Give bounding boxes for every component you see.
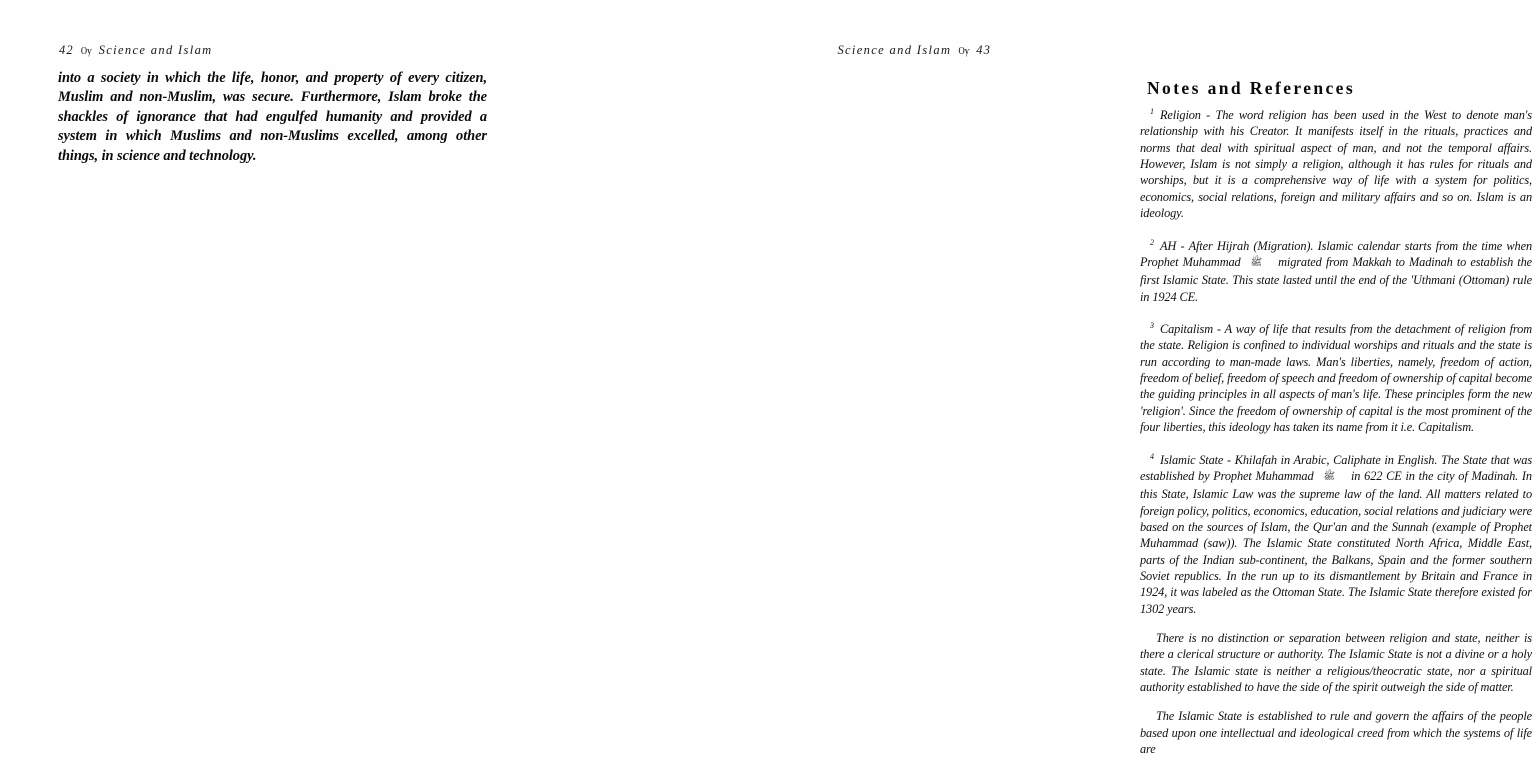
running-head-title-right: Science and Islam xyxy=(837,43,952,57)
body-text-left xyxy=(58,69,487,166)
note-number: 3 xyxy=(1150,321,1154,330)
ornament-icon: Ѹ xyxy=(80,45,92,57)
note-continuation-paragraph: There is no distinction or separation between religion and state, neither is there a clerical structure or authority. The Islamic State is not a divine or a holy state. The Islamic state is neither a religious/theocratic state, nor a spiritual authority established to have the side of the spirit outweigh the side of matter. xyxy=(1140,631,1532,695)
note-number: 1 xyxy=(1150,107,1154,116)
note-item xyxy=(1140,318,1532,436)
note-text-part-2: migrated from Makkah to Madinah to establish the first Islamic State. This state lasted until the end of the 'Uthmani (Ottoman) rule in 1924 CE. xyxy=(1140,254,1532,304)
note-text-part-1: Islamic State - Khilafah in Arabic, Caliphate in English. The State that was established by Prophet Muhammad xyxy=(1140,452,1532,483)
page-folio-left: 42 xyxy=(59,43,74,57)
paragraph: into a society in which the life, honor, and property of every citizen, Muslim and non-Muslim, was secure. Furthermore, Islam broke the shackles of ignorance that had engulfed humanity and provided a system in which Muslims and non-Muslims excelled, among other things, in science and technology. xyxy=(58,70,487,164)
page-folio-right: 43 xyxy=(976,43,991,57)
notes-list xyxy=(1140,104,1532,757)
note-text-part-1: AH - After Hijrah (Migration). Islamic calendar starts from the time when Prophet Muhammad xyxy=(1140,238,1532,269)
page-left xyxy=(0,0,543,767)
running-head-right xyxy=(837,44,991,57)
ornament-icon: Ѹ xyxy=(958,45,970,57)
section-heading: Notes and References xyxy=(1147,77,1356,98)
running-head-left xyxy=(59,44,213,57)
note-text-part-2: in 622 CE in the city of Madinah. In this State, Islamic Law was the supreme law of the land. All matters related to foreign policy, politics, economics, education, social relations and judiciary were based on the sources of Islam, the Qur'an and the Sunnah (example of Prophet Muhammad (saw)). The Islamic State constituted North Africa, Middle East, parts of the Indian sub-continent, the Balkans, Spain and the former southern Soviet republics. In the run up to its dismantlement by Britain and France in 1924, it was labeled as the Ottoman State. The Islamic State therefore existed for 1302 years. xyxy=(1140,468,1532,616)
note-item xyxy=(1140,449,1532,618)
note-text: Capitalism - A way of life that results from the detachment of religion from the state. Religion is confined to individual worships and rituals and the state is run according to man-made laws. Man's liberties, namely, freedom of action, freedom of belief, freedom of speech and freedom of ownership of capital become the guiding principles in all aspects of man's life. These principles form the new 'religion'. Since the freedom of ownership of capital is the most prominent of the four liberties, this ideology has taken its name from it i.e. Capitalism. xyxy=(1140,322,1532,435)
running-head-title-left: Science and Islam xyxy=(98,43,213,57)
page-right xyxy=(543,0,1532,767)
note-text: Religion - The word religion has been used in the West to denote man's relationship with his Creator. It manifests itself in the rituals, practices and norms that deal with spiritual aspect of man, and not the temporal affairs. However, Islam is not simply a religion, although it has rules for rituals and worships, but it is a comprehensive way of life with a system for politics, economics, social relations, foreign and military affairs and so on. Islam is an ideology. xyxy=(1140,108,1532,221)
note-item xyxy=(1140,235,1532,305)
note-number: 2 xyxy=(1150,237,1154,247)
note-item xyxy=(1140,104,1532,222)
note-number: 4 xyxy=(1150,451,1154,461)
note-continuation-paragraph: The Islamic State is established to rule and govern the affairs of the people based upon one intellectual and ideological creed from which the systems of life are xyxy=(1140,709,1532,757)
honorific-sallallahu-icon: ﷺ xyxy=(1323,471,1335,482)
honorific-sallallahu-icon: ﷺ xyxy=(1250,257,1263,268)
